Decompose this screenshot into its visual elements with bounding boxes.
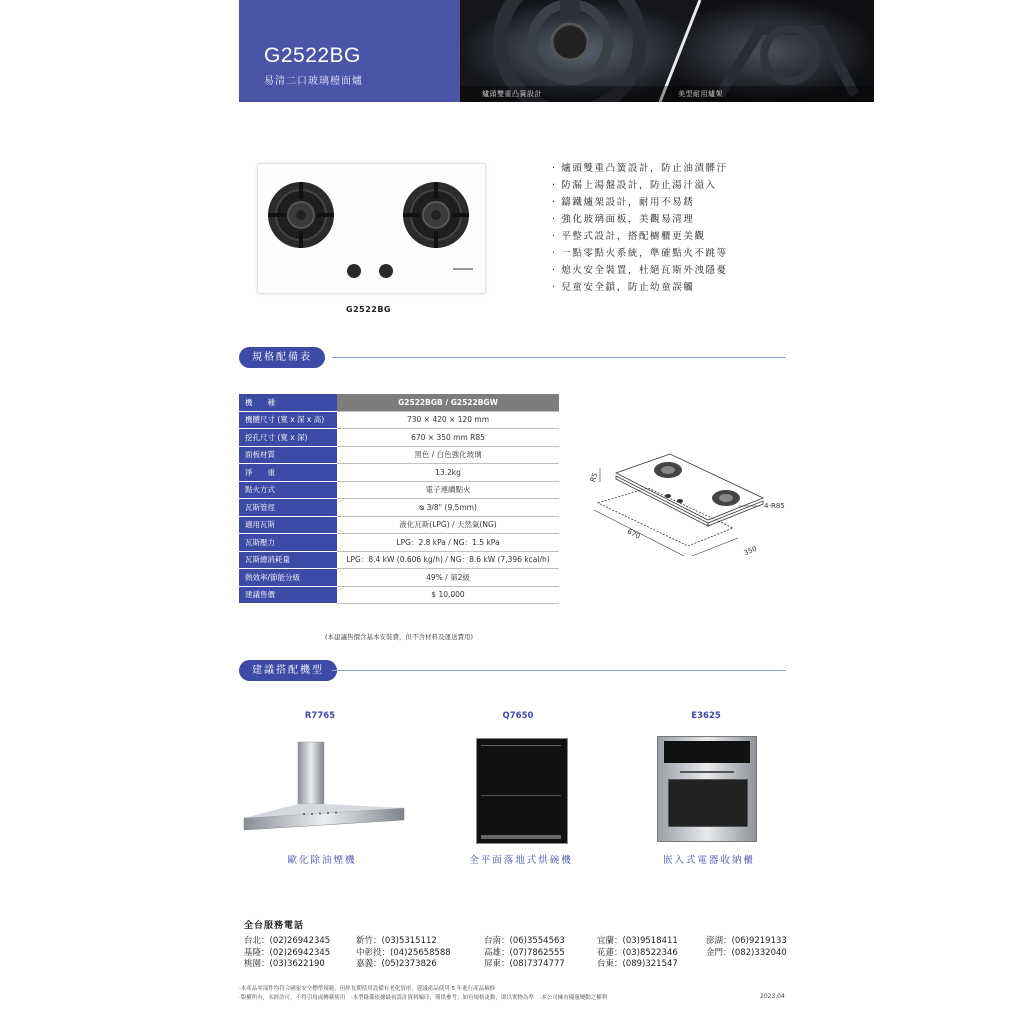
caption-left: 爐頭雙重凸簧設計 [482,90,542,98]
feature-list [552,160,728,296]
rec-label-dryer: 全平面落地式烘碗機 [469,855,573,866]
spec-section-title: 規格配備表 [239,347,325,368]
rec-section-title: 建議搭配機型 [239,660,337,681]
feature-item: ‧ 強化玻璃面板，美觀易清理 [552,214,695,225]
table-row: 瓦斯總消耗量 LPG：8.4 kW (0.606 kg/h) / NG：8.6 kW (7,396 kcal/h) [239,551,559,569]
rec-label-hood: 歐化除油煙機 [287,855,357,866]
table-row: 瓦斯壓力 LPG：2.8 kPa / NG：1.5 kPa [239,534,559,552]
service-col-3: 台南：(06)3554563 高雄：(07)7862555 屏東：(08)7374777 [484,936,565,969]
feature-item: ‧ 鑄鐵爐架設計，耐用不易銹 [552,197,695,208]
rec-model-hood: R7765 [304,711,336,721]
service-title: 全台服務電話 [244,921,305,931]
service-col-1: 台北：(02)26942345 基隆：(02)26942345 桃園：(03)3622190 [244,936,331,969]
caption-right: 美型耐用爐架 [678,90,723,98]
service-col-4: 宜蘭：(03)9518411 花蓮：(03)8522346 台東：(089)321547 [597,936,678,969]
feature-item: ‧ 兒童安全鎖，防止幼童誤觸 [552,282,695,293]
knob-right [379,264,393,278]
print-date: 2023.04 [760,993,785,1000]
rec-model-cabinet: E3625 [691,711,721,721]
feature-item: ‧ 防漏上湯盤設計，防止湯汁溢入 [552,180,717,191]
feature-item: ‧ 熄火安全裝置，杜絕瓦斯外洩隱憂 [552,265,728,276]
knob-left [347,264,361,278]
burner-left [268,182,334,248]
range-hood-image [240,738,410,840]
rec-model-dryer: Q7650 [502,711,534,721]
table-row: 適用瓦斯 液化瓦斯(LPG) / 天然氣(NG) [239,516,559,534]
dim-width: 670 [625,527,642,541]
feature-item: ‧ 一點零點火系統，準確點火不跳等 [552,248,728,259]
dim-depth: R5 [588,471,600,484]
footnotes: ‧本產品零部件均符合國家安全標準規範，但經長期使用設備有老化情形，建議產品使用 5 年進行產品檢修 ‧版權所有，未經許可，不得引用或轉載使用 ‧本型錄係依據最初設計資料編印，僅供參考；如有規格更動，則以實物為準 ‧本公司擁有優惠變動之權利 [239,986,608,1001]
table-row: 點火方式 電子連續點火 [239,481,559,499]
table-row: 機 種 G2522BGB / G2522BGW [239,394,559,411]
storage-cabinet-image [657,736,757,842]
header-photo [460,0,874,102]
dim-radius: 4-R85 [764,502,785,510]
dim-hole: 350 [742,544,759,558]
rec-label-cabinet: 嵌入式電器收納櫃 [662,855,755,866]
table-row: 淨 重 13.2kg [239,464,559,482]
service-col-5: 澎湖：(06)9219133 金門：(082)332040 [706,936,787,958]
spec-section-divider [332,357,786,358]
feature-item: ‧ 爐頭雙重凸簧設計，防止油漬髒汙 [552,163,728,174]
model-title: G2522BG [264,44,361,67]
service-col-2: 新竹：(03)5315112 中彰投：(04)25658588 嘉義：(05)2373826 [356,936,451,969]
model-subtitle: 易清二口玻璃檯面爐 [264,76,363,87]
spec-note: (本建議售價含基本安裝費，但不含材料及運送費用) [324,633,474,641]
feature-item: ‧ 平整式設計，搭配櫥櫃更美觀 [552,231,706,242]
product-label: G2522BG [346,305,391,314]
spec-table [239,394,559,604]
dish-dryer-image [476,738,568,844]
table-row: 熱效率/節能分級 49% / 第2級 [239,569,559,587]
table-row: 機體尺寸 (寬 x 深 x 高) 730 × 420 × 120 mm [239,411,559,429]
product-image [257,163,486,294]
rec-section-divider [332,670,786,671]
table-row: 瓦斯管徑 ᴓ 3/8" (9.5mm) [239,499,559,517]
table-row: 挖孔尺寸 (寬 x 深) 670 × 350 mm R85 [239,429,559,447]
dimension-diagram [588,448,788,568]
table-row: 建議售價 $ 10,000 [239,586,559,604]
table-row: 面板材質 黑色 / 白色強化玻璃 [239,446,559,464]
burner-right [403,182,469,248]
